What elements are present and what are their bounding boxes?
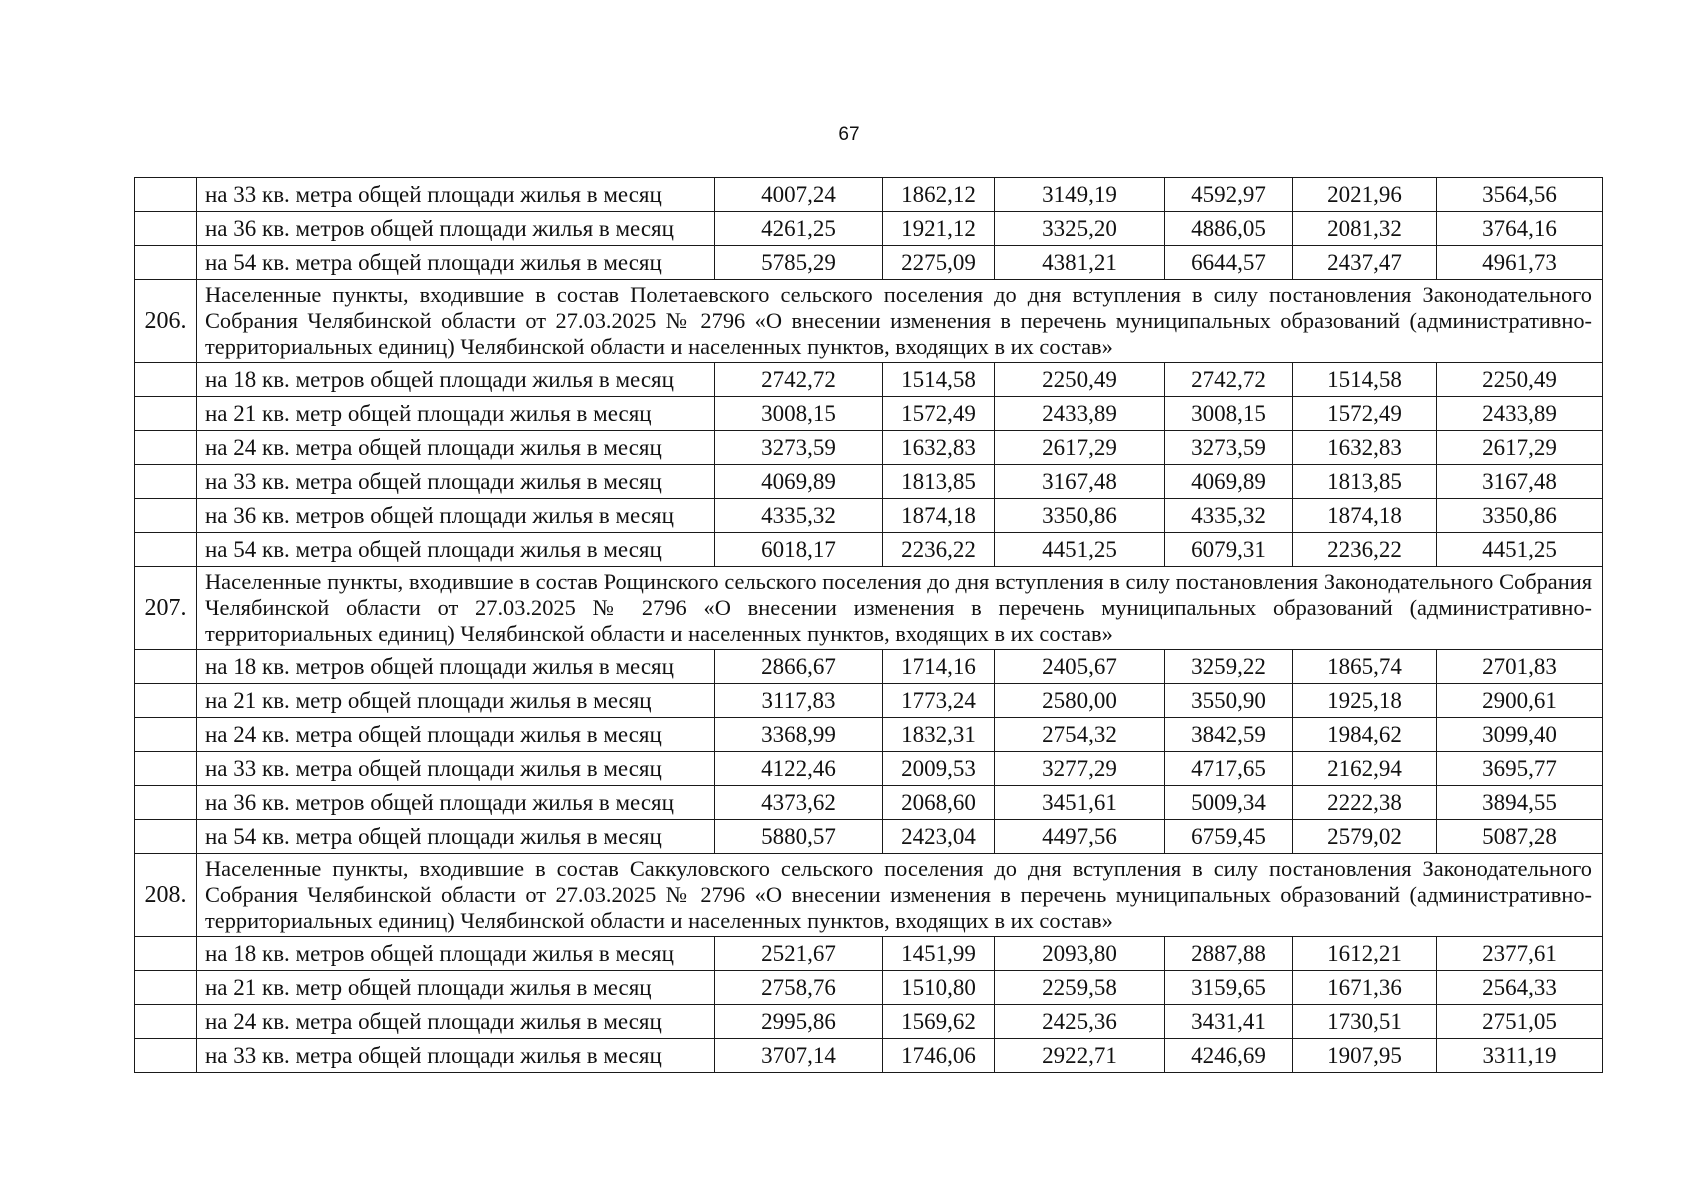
value-cell: 3350,86 (995, 499, 1165, 533)
value-cell: 2222,38 (1293, 786, 1437, 820)
value-cell: 6018,17 (715, 533, 883, 567)
row-number-cell (135, 971, 197, 1005)
row-number-cell (135, 178, 197, 212)
row-number-cell (135, 684, 197, 718)
value-cell: 2900,61 (1437, 684, 1603, 718)
group-description: Населенные пункты, входившие в состав Рощинского сельского поселения до дня вступления в силу постановления Законодательного Собрания Челябинской области от 27.03.2025 № 2796 «О внесении изменения в перечень муниципальных образований (административно-территориальных единиц) Челябинской области и населенных пунктов, входящих в их состав» (197, 567, 1603, 650)
row-number-cell (135, 246, 197, 280)
row-label: на 36 кв. метров общей площади жилья в месяц (197, 212, 715, 246)
row-number-cell (135, 718, 197, 752)
value-cell: 6079,31 (1165, 533, 1293, 567)
value-cell: 2617,29 (995, 431, 1165, 465)
value-cell: 3564,56 (1437, 178, 1603, 212)
row-label: на 18 кв. метров общей площади жилья в месяц (197, 650, 715, 684)
value-cell: 1862,12 (883, 178, 995, 212)
table-row (135, 650, 1603, 684)
value-cell: 2521,67 (715, 937, 883, 971)
value-cell: 2922,71 (995, 1039, 1165, 1073)
value-cell: 2425,36 (995, 1005, 1165, 1039)
table-row (135, 533, 1603, 567)
value-cell: 2866,67 (715, 650, 883, 684)
value-cell: 2742,72 (1165, 363, 1293, 397)
value-cell: 2068,60 (883, 786, 995, 820)
row-number-cell (135, 937, 197, 971)
value-cell: 1671,36 (1293, 971, 1437, 1005)
value-cell: 1514,58 (1293, 363, 1437, 397)
row-label: на 24 кв. метра общей площади жилья в месяц (197, 431, 715, 465)
table-row (135, 178, 1603, 212)
value-cell: 4717,65 (1165, 752, 1293, 786)
group-header-row (135, 567, 1603, 650)
value-cell: 3259,22 (1165, 650, 1293, 684)
value-cell: 5009,34 (1165, 786, 1293, 820)
value-cell: 4069,89 (715, 465, 883, 499)
value-cell: 1832,31 (883, 718, 995, 752)
page-number: 67 (838, 124, 860, 145)
value-cell: 2081,32 (1293, 212, 1437, 246)
table-row (135, 465, 1603, 499)
row-label: на 33 кв. метра общей площади жилья в месяц (197, 178, 715, 212)
table-row (135, 786, 1603, 820)
value-cell: 2564,33 (1437, 971, 1603, 1005)
row-label: на 21 кв. метр общей площади жилья в месяц (197, 971, 715, 1005)
value-cell: 3117,83 (715, 684, 883, 718)
value-cell: 2275,09 (883, 246, 995, 280)
value-cell: 4373,62 (715, 786, 883, 820)
group-description: Населенные пункты, входившие в состав Саккуловского сельского поселения до дня вступления в силу постановления Законодательного Собрания Челябинской области от 27.03.2025 № 2796 «О внесении изменения в перечень муниципальных образований (административно-территориальных единиц) Челябинской области и населенных пунктов, входящих в их состав» (197, 854, 1603, 937)
value-cell: 3008,15 (1165, 397, 1293, 431)
value-cell: 3311,19 (1437, 1039, 1603, 1073)
row-number-cell (135, 786, 197, 820)
value-cell: 3451,61 (995, 786, 1165, 820)
row-label: на 54 кв. метра общей площади жилья в месяц (197, 246, 715, 280)
value-cell: 1984,62 (1293, 718, 1437, 752)
value-cell: 4961,73 (1437, 246, 1603, 280)
table-body (135, 178, 1603, 1073)
value-cell: 3695,77 (1437, 752, 1603, 786)
row-label: на 24 кв. метра общей площади жилья в месяц (197, 1005, 715, 1039)
group-number: 206. (135, 280, 197, 363)
row-label: на 36 кв. метров общей площади жилья в месяц (197, 786, 715, 820)
row-label: на 33 кв. метра общей площади жилья в месяц (197, 752, 715, 786)
row-number-cell (135, 1005, 197, 1039)
value-cell: 4335,32 (1165, 499, 1293, 533)
value-cell: 2754,32 (995, 718, 1165, 752)
value-cell: 2758,76 (715, 971, 883, 1005)
value-cell: 2236,22 (1293, 533, 1437, 567)
value-cell: 4069,89 (1165, 465, 1293, 499)
value-cell: 4261,25 (715, 212, 883, 246)
table-row (135, 431, 1603, 465)
value-cell: 1773,24 (883, 684, 995, 718)
value-cell: 6759,45 (1165, 820, 1293, 854)
group-header-row (135, 280, 1603, 363)
row-number-cell (135, 431, 197, 465)
table-row (135, 752, 1603, 786)
value-cell: 4592,97 (1165, 178, 1293, 212)
table-row (135, 1005, 1603, 1039)
value-cell: 2617,29 (1437, 431, 1603, 465)
value-cell: 1874,18 (883, 499, 995, 533)
value-cell: 5880,57 (715, 820, 883, 854)
value-cell: 2437,47 (1293, 246, 1437, 280)
row-label: на 36 кв. метров общей площади жилья в месяц (197, 499, 715, 533)
value-cell: 3167,48 (1437, 465, 1603, 499)
value-cell: 3099,40 (1437, 718, 1603, 752)
value-cell: 2742,72 (715, 363, 883, 397)
group-number: 207. (135, 567, 197, 650)
value-cell: 1907,95 (1293, 1039, 1437, 1073)
value-cell: 3167,48 (995, 465, 1165, 499)
value-cell: 1921,12 (883, 212, 995, 246)
row-number-cell (135, 465, 197, 499)
value-cell: 4007,24 (715, 178, 883, 212)
value-cell: 2405,67 (995, 650, 1165, 684)
value-cell: 1746,06 (883, 1039, 995, 1073)
value-cell: 2236,22 (883, 533, 995, 567)
value-cell: 2093,80 (995, 937, 1165, 971)
value-cell: 1730,51 (1293, 1005, 1437, 1039)
value-cell: 1632,83 (1293, 431, 1437, 465)
value-cell: 2580,00 (995, 684, 1165, 718)
tariff-table (134, 177, 1603, 1073)
value-cell: 1865,74 (1293, 650, 1437, 684)
row-label: на 24 кв. метра общей площади жилья в месяц (197, 718, 715, 752)
value-cell: 3273,59 (715, 431, 883, 465)
value-cell: 3273,59 (1165, 431, 1293, 465)
value-cell: 3368,99 (715, 718, 883, 752)
value-cell: 3149,19 (995, 178, 1165, 212)
value-cell: 3894,55 (1437, 786, 1603, 820)
row-label: на 21 кв. метр общей площади жилья в месяц (197, 397, 715, 431)
value-cell: 1632,83 (883, 431, 995, 465)
table-row (135, 1039, 1603, 1073)
value-cell: 4451,25 (1437, 533, 1603, 567)
value-cell: 2579,02 (1293, 820, 1437, 854)
table-row (135, 363, 1603, 397)
row-number-cell (135, 212, 197, 246)
value-cell: 3008,15 (715, 397, 883, 431)
group-header-row (135, 854, 1603, 937)
value-cell: 4451,25 (995, 533, 1165, 567)
value-cell: 4246,69 (1165, 1039, 1293, 1073)
value-cell: 1714,16 (883, 650, 995, 684)
value-cell: 3842,59 (1165, 718, 1293, 752)
value-cell: 1572,49 (883, 397, 995, 431)
value-cell: 1510,80 (883, 971, 995, 1005)
value-cell: 1514,58 (883, 363, 995, 397)
value-cell: 1612,21 (1293, 937, 1437, 971)
value-cell: 3431,41 (1165, 1005, 1293, 1039)
value-cell: 2887,88 (1165, 937, 1293, 971)
row-label: на 18 кв. метров общей площади жилья в месяц (197, 363, 715, 397)
value-cell: 3159,65 (1165, 971, 1293, 1005)
value-cell: 3277,29 (995, 752, 1165, 786)
value-cell: 6644,57 (1165, 246, 1293, 280)
value-cell: 4335,32 (715, 499, 883, 533)
row-label: на 33 кв. метра общей площади жилья в месяц (197, 465, 715, 499)
value-cell: 2377,61 (1437, 937, 1603, 971)
table-row (135, 397, 1603, 431)
value-cell: 4886,05 (1165, 212, 1293, 246)
row-number-cell (135, 752, 197, 786)
value-cell: 1569,62 (883, 1005, 995, 1039)
table-row (135, 212, 1603, 246)
value-cell: 2162,94 (1293, 752, 1437, 786)
value-cell: 2250,49 (1437, 363, 1603, 397)
row-number-cell (135, 363, 197, 397)
row-number-cell (135, 650, 197, 684)
value-cell: 3707,14 (715, 1039, 883, 1073)
value-cell: 2995,86 (715, 1005, 883, 1039)
table-row (135, 820, 1603, 854)
table-row (135, 937, 1603, 971)
value-cell: 1451,99 (883, 937, 995, 971)
table-row (135, 499, 1603, 533)
row-label: на 18 кв. метров общей площади жилья в месяц (197, 937, 715, 971)
row-label: на 21 кв. метр общей площади жилья в месяц (197, 684, 715, 718)
value-cell: 2259,58 (995, 971, 1165, 1005)
value-cell: 1813,85 (883, 465, 995, 499)
value-cell: 2701,83 (1437, 650, 1603, 684)
value-cell: 4381,21 (995, 246, 1165, 280)
value-cell: 5785,29 (715, 246, 883, 280)
value-cell: 3550,90 (1165, 684, 1293, 718)
row-number-cell (135, 397, 197, 431)
value-cell: 1813,85 (1293, 465, 1437, 499)
table-row (135, 684, 1603, 718)
table-row (135, 246, 1603, 280)
value-cell: 2433,89 (1437, 397, 1603, 431)
row-label: на 54 кв. метра общей площади жилья в месяц (197, 820, 715, 854)
row-label: на 33 кв. метра общей площади жилья в месяц (197, 1039, 715, 1073)
table-row (135, 718, 1603, 752)
value-cell: 5087,28 (1437, 820, 1603, 854)
group-description: Населенные пункты, входившие в состав Полетаевского сельского поселения до дня вступления в силу постановления Законодательного Собрания Челябинской области от 27.03.2025 № 2796 «О внесении изменения в перечень муниципальных образований (административно-территориальных единиц) Челябинской области и населенных пунктов, входящих в их состав» (197, 280, 1603, 363)
row-number-cell (135, 820, 197, 854)
row-number-cell (135, 533, 197, 567)
row-label: на 54 кв. метра общей площади жилья в месяц (197, 533, 715, 567)
value-cell: 2423,04 (883, 820, 995, 854)
value-cell: 1874,18 (1293, 499, 1437, 533)
value-cell: 2751,05 (1437, 1005, 1603, 1039)
table-row (135, 971, 1603, 1005)
value-cell: 4497,56 (995, 820, 1165, 854)
value-cell: 4122,46 (715, 752, 883, 786)
value-cell: 2009,53 (883, 752, 995, 786)
value-cell: 1572,49 (1293, 397, 1437, 431)
group-number: 208. (135, 854, 197, 937)
value-cell: 1925,18 (1293, 684, 1437, 718)
value-cell: 2250,49 (995, 363, 1165, 397)
value-cell: 2433,89 (995, 397, 1165, 431)
value-cell: 3764,16 (1437, 212, 1603, 246)
row-number-cell (135, 499, 197, 533)
value-cell: 2021,96 (1293, 178, 1437, 212)
value-cell: 3325,20 (995, 212, 1165, 246)
value-cell: 3350,86 (1437, 499, 1603, 533)
row-number-cell (135, 1039, 197, 1073)
